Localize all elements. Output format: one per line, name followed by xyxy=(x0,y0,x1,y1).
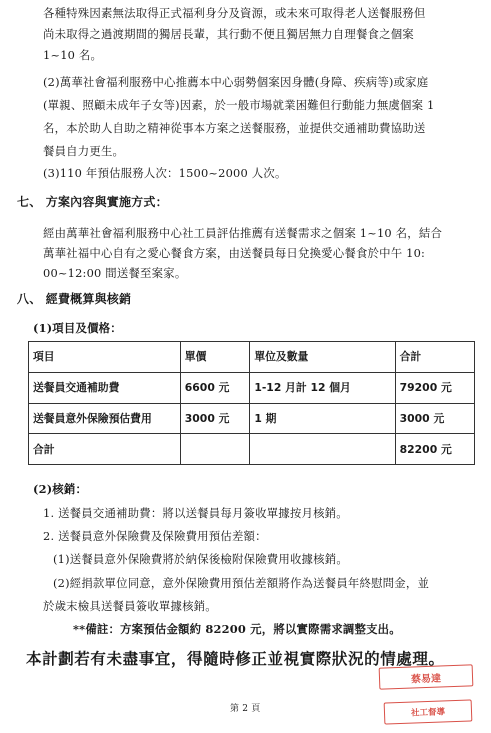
items-prices-subheading: (1)項目及價格： xyxy=(33,321,122,335)
item2-line: 名，本於助人自助之精神從事本方案之送餐服務，並提供交通補助費協助送 xyxy=(43,121,426,135)
intro-line: 各種特殊因素無法取得正式福利身分及資源，或未來可取得老人送餐服務但 xyxy=(43,6,426,20)
table-total-row xyxy=(29,434,475,465)
table-cell: 1-12 月計 12 個月 xyxy=(250,372,395,403)
page-number: 第 2 頁 xyxy=(230,704,261,714)
intro-line: 1~10 名。 xyxy=(43,48,103,62)
item3-line: (3)110 年預估服務人次：1500~2000 人次。 xyxy=(43,166,287,180)
seal-stamp xyxy=(379,664,474,689)
section7-line: 萬華社福中心自有之愛心餐食方案，由送餐員每日兌換愛心餐食於中午 10: xyxy=(43,246,426,260)
table-cell xyxy=(250,434,395,465)
closing-statement: 本計劃若有未盡事宜，得隨時修正並視實際狀況的情處理。 xyxy=(26,649,445,668)
verification-line: 1. 送餐員交通補助費：將以送餐員每月簽收單據按月核銷。 xyxy=(43,506,348,520)
table-header-cell: 單位及數量 xyxy=(250,342,395,373)
item2-line: (單親、照顧未成年子女等)因素，於一般市場就業困難但行動能力無虞個案 1 xyxy=(43,98,435,112)
section7-line: 經由萬華社會福利服務中心社工員評估推薦有送餐需求之個案 1~10 名，結合 xyxy=(43,226,443,240)
table-cell: 送餐員意外保險預估費用 xyxy=(29,403,181,434)
table-cell: 3000 元 xyxy=(180,403,250,434)
table-header-cell: 合計 xyxy=(395,342,474,373)
table-cell: 3000 元 xyxy=(395,403,474,434)
verification-line: (1)送餐員意外保險費將於納保後檢附保險費用收據核銷。 xyxy=(53,552,348,566)
table-row xyxy=(29,403,475,434)
verification-line: 2. 送餐員意外保險費及保險費用預估差額： xyxy=(43,529,267,543)
seal-text: 社工督導 xyxy=(410,707,446,719)
table-cell: 送餐員交通補助費 xyxy=(29,372,181,403)
table-cell: 1 期 xyxy=(250,403,395,434)
section8-heading: 八、 經費概算與核銷 xyxy=(17,292,132,306)
table-header-cell: 單價 xyxy=(180,342,250,373)
intro-line: 尚未取得之過渡期間的獨居長輩，其行動不便且獨居無力自理餐食之個案 xyxy=(43,27,414,41)
budget-note: **備註：方案預估金額約 82200 元，將以實際需求調整支出。 xyxy=(73,622,401,636)
verification-line: 於歲末檢具送餐員簽收單據核銷。 xyxy=(43,599,217,613)
item2-line: (2)萬華社會福利服務中心推薦本中心弱勢個案因身體(身障、疾病等)或家庭 xyxy=(43,75,429,89)
table-cell: 合計 xyxy=(29,434,181,465)
section7-line: 00~12:00 間送餐至案家。 xyxy=(43,266,187,280)
table-cell xyxy=(180,434,250,465)
verification-subheading: (2)核銷： xyxy=(33,482,88,496)
item2-line: 餐員自力更生。 xyxy=(43,144,125,158)
table-header-cell: 項目 xyxy=(29,342,181,373)
verification-line: (2)經捐款單位同意，意外保險費用預估差額將作為送餐員年終慰問金，並 xyxy=(53,576,430,590)
table-header-row xyxy=(29,342,475,373)
seal-stamp xyxy=(384,699,473,724)
table-row xyxy=(29,372,475,403)
seal-text: 蔡易達 xyxy=(410,672,442,686)
table-cell: 79200 元 xyxy=(395,372,474,403)
table-cell: 82200 元 xyxy=(395,434,474,465)
budget-table xyxy=(28,341,475,465)
section7-heading: 七、 方案內容與實施方式： xyxy=(17,195,168,209)
table-cell: 6600 元 xyxy=(180,372,250,403)
